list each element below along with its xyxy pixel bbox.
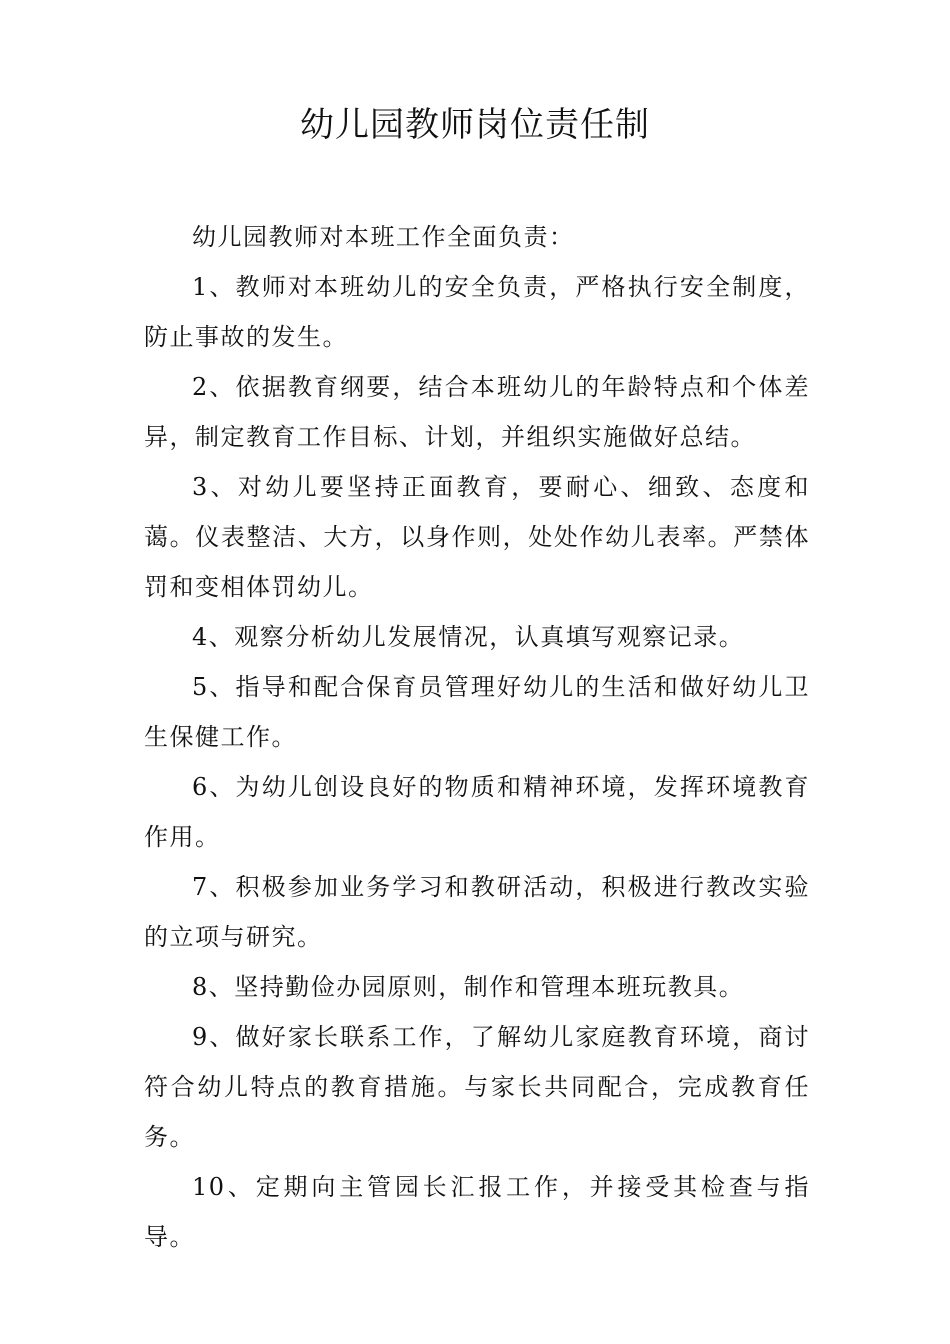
duty-item-9: 9、做好家长联系工作，了解幼儿家庭教育环境，商讨符合幼儿特点的教育措施。与家长共同配合，完成教育任务。 [144, 1023, 810, 1151]
duty-item-7: 7、积极参加业务学习和教研活动，积极进行教改实验的立项与研究。 [144, 873, 810, 951]
duty-item-3: 3、对幼儿要坚持正面教育，要耐心、细致、态度和蔼。仪表整洁、大方，以身作则，处处作幼儿表率。严禁体罚和变相体罚幼儿。 [144, 473, 810, 601]
duty-item-6: 6、为幼儿创设良好的物质和精神环境，发挥环境教育作用。 [144, 773, 810, 851]
duty-item-4: 4、观察分析幼儿发展情况，认真填写观察记录。 [192, 623, 745, 651]
duty-item-2: 2、依据教育纲要，结合本班幼儿的年龄特点和个体差异，制定教育工作目标、计划，并组织实施做好总结。 [144, 373, 810, 451]
duty-item-10: 10、定期向主管园长汇报工作，并接受其检查与指导。 [144, 1173, 810, 1251]
duty-item-1: 1、教师对本班幼儿的安全负责，严格执行安全制度，防止事故的发生。 [144, 273, 810, 351]
duty-item-5: 5、指导和配合保育员管理好幼儿的生活和做好幼儿卫生保健工作。 [144, 673, 810, 751]
document-body [144, 212, 810, 1262]
intro-paragraph: 幼儿园教师对本班工作全面负责： [192, 223, 575, 251]
document-title: 幼儿园教师岗位责任制 [300, 105, 650, 145]
duty-item-8: 8、坚持勤俭办园原则，制作和管理本班玩教具。 [192, 973, 745, 1001]
